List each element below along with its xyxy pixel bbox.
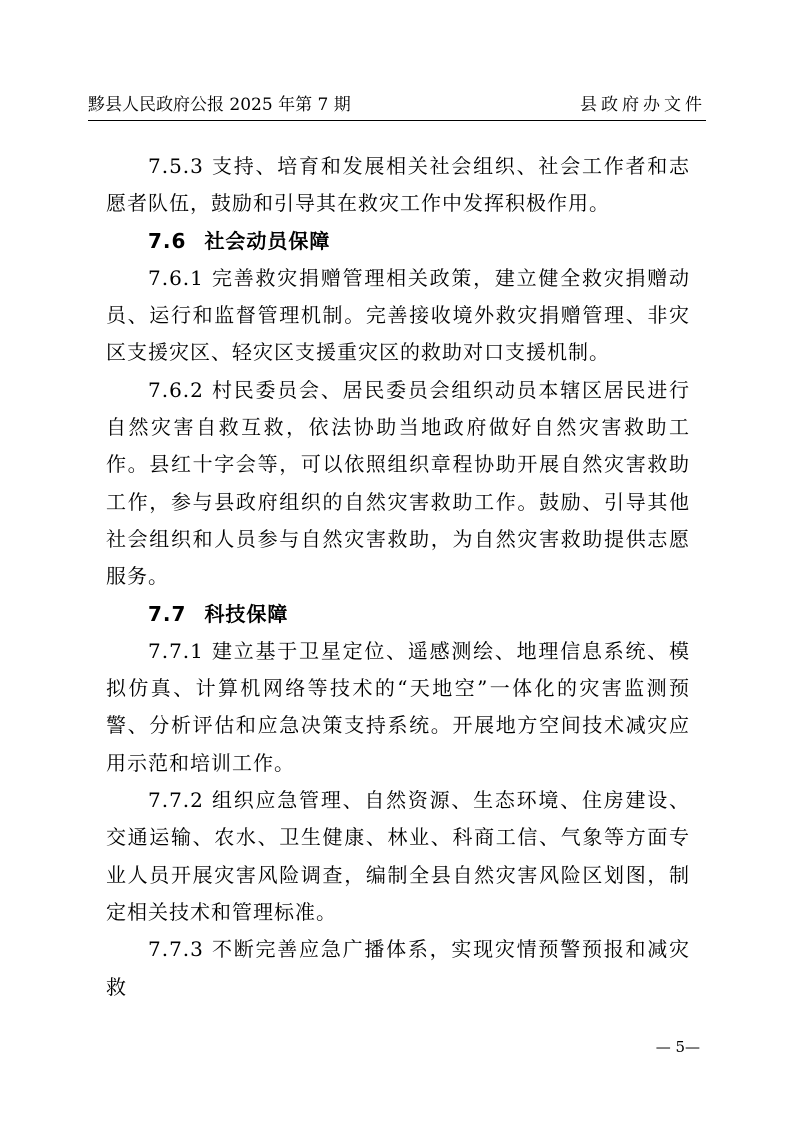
header-divider [88,120,706,121]
document-category: 县政府办文件 [580,95,706,115]
paragraph-7-5-3: 7.5.3 支持、培育和发展相关社会组织、社会工作者和志愿者队伍，鼓励和引导其在救灾工作中发挥积极作用。 [106,154,690,216]
section-title: 社会动员保障 [204,228,331,253]
section-title: 科技保障 [204,601,289,626]
document-body [106,148,690,1006]
page-header [88,86,706,116]
paragraph-7-6-2: 7.6.2 村民委员会、居民委员会组织动员本辖区居民进行自然灾害自救互救，依法协助当地政府做好自然灾害救助工作。县红十字会等，可以依照组织章程协助开展自然灾害救助工作，参与县政府组织的自然灾害救助工作。鼓励、引导其他社会组织和人员参与自然灾害救助，为自然灾害救助提供志愿服务。 [106,377,690,589]
paragraph-7-6-1: 7.6.1 完善救灾捐赠管理相关政策，建立健全救灾捐赠动员、运行和监督管理机制。完善接收境外救灾捐赠管理、非灾区支援灾区、轻灾区支援重灾区的救助对口支援机制。 [106,265,690,365]
paragraph-7-7-3: 7.7.3 不断完善应急广播体系，实现灾情预警预报和减灾救 [106,937,690,999]
paragraph-7-7-2: 7.7.2 组织应急管理、自然资源、生态环境、住房建设、交通运输、农水、卫生健康、林业、科商工信、气象等方面专业人员开展灾害风险调查，编制全县自然灾害风险区划图，制定相关技术和管理标准。 [106,788,690,924]
section-number: 7.7 [148,601,187,626]
section-heading-7-6 [106,223,690,260]
publication-title: 黟县人民政府公报 2025 年第 7 期 [88,95,351,115]
section-heading-7-7 [106,596,690,633]
section-number: 7.6 [148,228,187,253]
paragraph-7-7-1: 7.7.1 建立基于卫星定位、遥感测绘、地理信息系统、模拟仿真、计算机网络等技术的“天地空”一体化的灾害监测预警、分析评估和应急决策支持系统。开展地方空间技术减灾应用示范和培训工作。 [106,638,690,775]
page-number: — 5— [655,1038,700,1056]
